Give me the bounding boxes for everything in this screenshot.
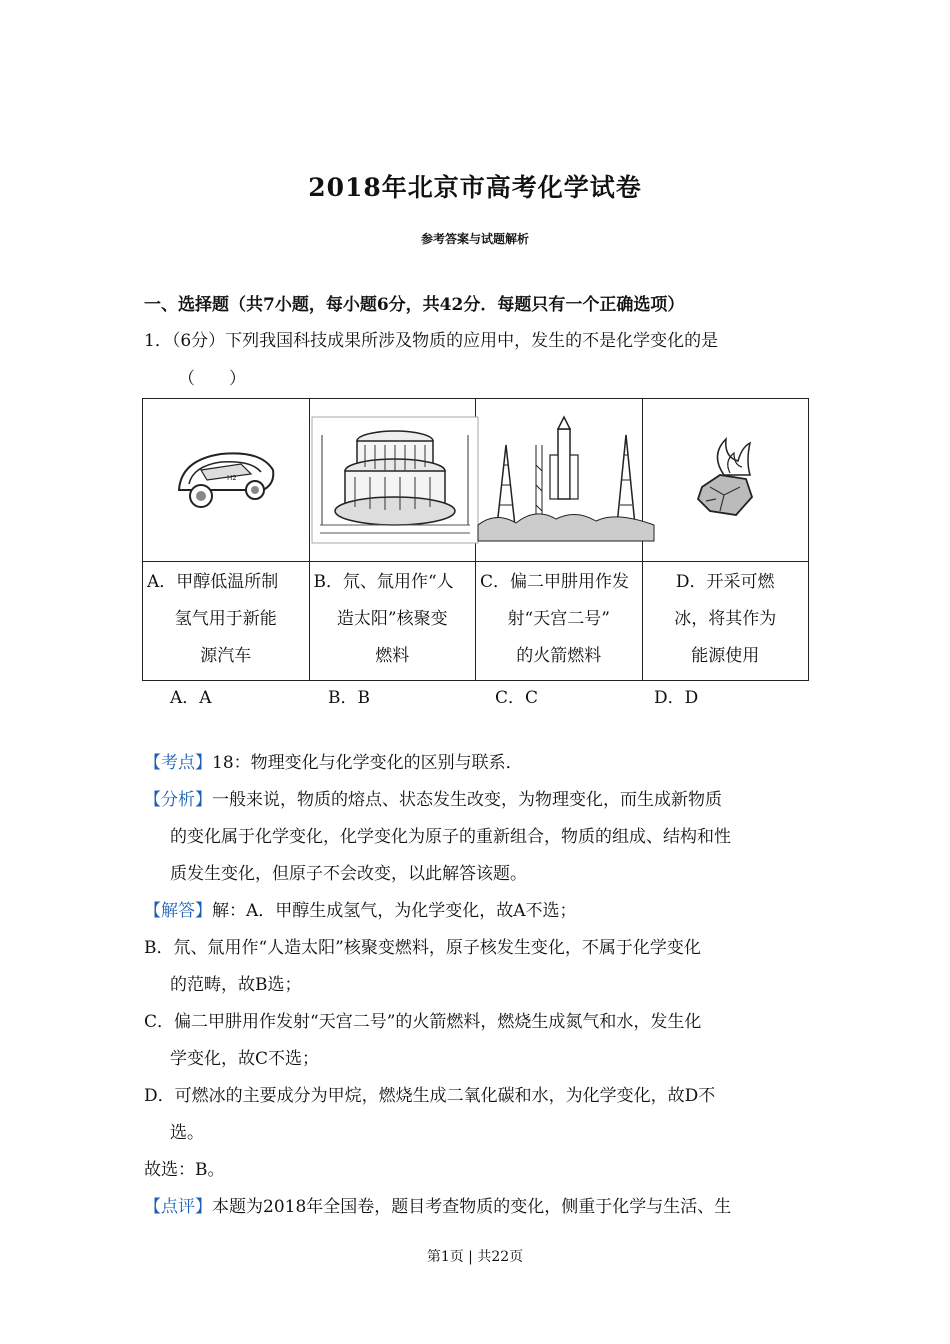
dianping-line: 【点评】本题为2018年全国卷，题目考查物质的变化，侧重于化学与生活、生 — [144, 1197, 732, 1217]
jieda-b-continuation: 的范畴，故B选； — [170, 975, 302, 995]
option-b-text: B．氘、氚用作“人 造太阳”核聚变 燃料 — [309, 562, 476, 681]
answer-blank: （ ） — [178, 369, 246, 389]
page-subtitle: 参考答案与试题解析 — [420, 232, 529, 246]
choice-c: C．C — [495, 688, 539, 708]
section-heading: 一、选择题（共7小题，每小题6分，共42分．每题只有一个正确选项） — [144, 295, 685, 315]
svg-text:H2: H2 — [226, 474, 237, 482]
option-d-image — [642, 399, 809, 562]
combustible-ice-icon — [680, 435, 770, 525]
jieda-c-continuation: 学变化，故C不选； — [170, 1049, 320, 1069]
page-footer: 第1页 | 共22页 — [426, 1249, 524, 1265]
kaodian-line: 【考点】18：物理变化与化学变化的区别与联系． — [144, 753, 523, 773]
fenxi-continuation-2: 质发生变化，但原子不会改变，以此解答该题。 — [170, 864, 527, 884]
rocket-launch-icon — [476, 415, 656, 545]
option-d-text: D．开采可燃 冰，将其作为 能源使用 — [642, 562, 809, 681]
choice-a: A．A — [170, 688, 212, 708]
jieda-c-line: C．偏二甲肼用作发射“天宫二号”的火箭燃料，燃烧生成氮气和水，发生化 — [144, 1012, 702, 1032]
fusion-reactor-icon — [310, 415, 480, 545]
page-title: 2018年北京市高考化学试卷 — [308, 173, 642, 202]
jieda-d-continuation: 选。 — [170, 1123, 204, 1143]
option-b-image — [309, 399, 476, 562]
analysis-block — [144, 745, 809, 1226]
jieda-d-line: D．可燃冰的主要成分为甲烷，燃烧生成二氧化碳和水，为化学变化，故D不 — [144, 1086, 716, 1106]
jieda-line: 【解答】解：A．甲醇生成氢气，为化学变化，故A不选； — [144, 901, 577, 921]
answer-line: 故选：B。 — [144, 1160, 225, 1180]
fenxi-continuation-1: 的变化属于化学变化，化学变化为原子的重新组合，物质的组成、结构和性 — [170, 827, 731, 847]
hydrogen-car-icon — [171, 440, 281, 520]
option-a-text: A．甲醇低温所制 氢气用于新能 源汽车 — [143, 562, 310, 681]
options-table — [142, 398, 809, 681]
choice-b: B．B — [328, 688, 370, 708]
option-c-image — [476, 399, 643, 562]
option-c-text: C．偏二甲肼用作发 射“天宫二号” 的火箭燃料 — [476, 562, 643, 681]
choice-d: D．D — [654, 688, 699, 708]
option-a-image — [143, 399, 310, 562]
jieda-b-line: B．氘、氚用作“人造太阳”核聚变燃料，原子核发生变化，不属于化学变化 — [144, 938, 701, 958]
question-stem: 1．（6分）下列我国科技成果所涉及物质的应用中，发生的不是化学变化的是 — [144, 331, 719, 351]
fenxi-line: 【分析】一般来说，物质的熔点、状态发生改变，为物理变化，而生成新物质 — [144, 790, 722, 810]
